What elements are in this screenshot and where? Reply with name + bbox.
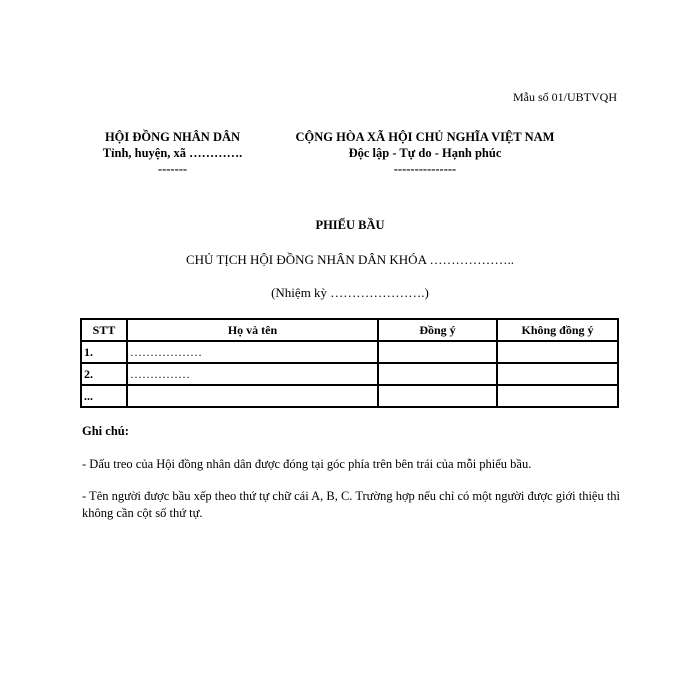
column-header-stt: STT <box>81 319 127 341</box>
document-subtitle: CHỦ TỊCH HỘI ĐỒNG NHÂN DÂN KHÓA ……………….. <box>185 252 514 267</box>
row-stt: 1. <box>81 341 127 363</box>
row-disagree-cell <box>497 341 618 363</box>
document-title: PHIẾU BẦU <box>315 218 385 232</box>
row-stt: ... <box>81 385 127 407</box>
row-name: ……………… <box>127 341 378 363</box>
column-header-disagree: Không đồng ý <box>497 319 618 341</box>
form-code: Mẫu số 01/UBTVQH <box>513 90 617 104</box>
national-motto: Độc lập - Tự do - Hạnh phúc <box>348 146 502 160</box>
council-name: HỘI ĐỒNG NHÂN DÂN <box>104 130 241 144</box>
row-disagree-cell <box>497 385 618 407</box>
column-header-agree: Đồng ý <box>378 319 497 341</box>
row-agree-cell <box>378 341 497 363</box>
right-divider: --------------- <box>393 162 457 176</box>
notes-title: Ghi chú: <box>82 424 129 438</box>
row-disagree-cell <box>497 363 618 385</box>
row-name: …………… <box>127 363 378 385</box>
country-name: CỘNG HÒA XÃ HỘI CHỦ NGHĨA VIỆT NAM <box>295 130 555 144</box>
row-agree-cell <box>378 363 497 385</box>
row-stt: 2. <box>81 363 127 385</box>
table-header-row <box>81 319 618 341</box>
row-name <box>127 385 378 407</box>
left-divider: ------- <box>157 162 188 176</box>
table-row <box>81 341 618 363</box>
table-row <box>81 363 618 385</box>
table-row <box>81 385 618 407</box>
row-agree-cell <box>378 385 497 407</box>
term-line: (Nhiệm kỳ ………………….) <box>271 285 429 300</box>
ballot-table <box>80 318 619 408</box>
note-item: - Tên người được bầu xếp theo thứ tự chữ cái A, B, C. Trường hợp nếu chỉ có một người được giới thiệu thì không cần cột số thứ tự. <box>82 489 621 520</box>
issuing-body-header <box>80 129 265 177</box>
locality-line: Tỉnh, huyện, xã …………. <box>102 146 243 160</box>
note-item: - Dấu treo của Hội đồng nhân dân được đóng tại góc phía trên bên trái của mỗi phiếu bầu. <box>82 457 532 471</box>
national-header <box>268 129 582 177</box>
column-header-name: Họ và tên <box>127 319 378 341</box>
